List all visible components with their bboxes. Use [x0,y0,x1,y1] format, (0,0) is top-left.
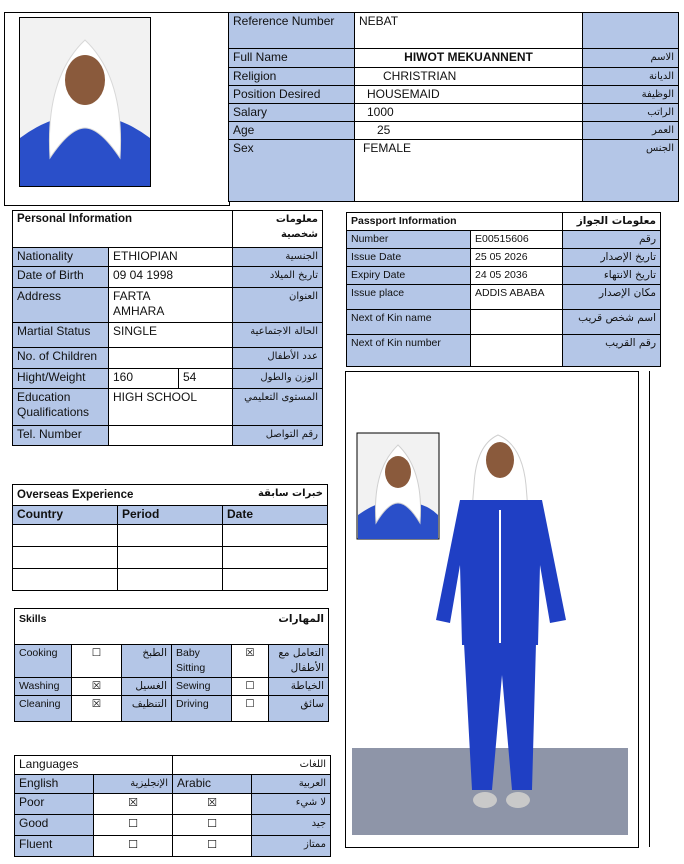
sewing-checkbox[interactable]: ☐ [232,678,269,696]
religion-label: Religion [229,68,355,86]
skill-washing-ar: الغسيل [122,678,172,696]
washing-checkbox[interactable]: ☒ [72,678,122,696]
height-weight-label: Hight/Weight [13,369,109,389]
address-label: Address [13,288,109,323]
passport-number-value: E00515606 [471,231,563,249]
children-value [109,348,233,369]
overseas-title-ar: خبرات سابقة [223,485,328,506]
full-name-label: Full Name [229,49,355,68]
skill-washing: Washing [15,678,72,696]
english-fluent-checkbox[interactable]: ☐ [94,836,173,857]
lang-english: English [15,775,94,794]
skills-title-ar: المهارات [269,609,329,645]
skills-table [14,608,329,722]
arabic-fluent-checkbox[interactable]: ☐ [173,836,252,857]
passport-info-table [346,212,661,367]
level-good: Good [15,815,94,836]
position-value: HOUSEMAID [355,86,583,104]
skill-driving-ar: سائق [269,696,329,722]
passport-info-title: Passport Information [347,213,563,231]
education-ar: المستوى التعليمي [233,389,323,426]
salary-ar: الراتب [583,104,679,122]
full-body-person-icon [352,415,628,835]
reference-value: NEBAT [355,13,583,49]
skill-baby-sitting-ar: التعامل مع الأطفال [269,645,329,678]
issue-place-value: ADDIS ABABA [471,285,563,310]
age-value: 25 [355,122,583,140]
arabic-good-checkbox[interactable]: ☐ [173,815,252,836]
nationality-ar: الجنسية [233,248,323,267]
kin-name-ar: اسم شخص قريب [563,310,661,335]
nationality-value: ETHIOPIAN [109,248,233,267]
col-date: Date [223,506,328,525]
table-row [13,547,328,569]
arabic-poor-checkbox[interactable]: ☒ [173,794,252,815]
position-label: Position Desired [229,86,355,104]
level-good-ar: جيد [252,815,331,836]
personal-info-title-ar: معلومات شخصية [233,211,323,248]
lang-english-ar: الإنجليزية [94,775,173,794]
sex-ar: الجنس [583,140,679,202]
issue-place-ar: مكان الإصدار [563,285,661,310]
issue-place-label: Issue place [347,285,471,310]
issue-date-ar: تاريخ الإصدار [563,249,661,267]
marital-label: Martial Status [13,323,109,348]
nationality-label: Nationality [13,248,109,267]
height-value: 160 [109,369,179,389]
position-ar: الوظيفة [583,86,679,104]
salary-value: 1000 [355,104,583,122]
table-row [13,525,328,547]
personal-info-table [12,210,323,446]
issue-date-value: 25 05 2026 [471,249,563,267]
religion-ar: الديانة [583,68,679,86]
table-row [13,569,328,591]
baby-sitting-checkbox[interactable]: ☒ [232,645,269,678]
dob-value: 09 04 1998 [109,267,233,288]
level-poor: Poor [15,794,94,815]
address-value [109,288,233,323]
full-photo-right-rule [649,371,650,847]
address-line-1: FARTA [113,289,151,303]
dob-ar: تاريخ الميلاد [233,267,323,288]
level-fluent-ar: ممتاز [252,836,331,857]
lang-arabic: Arabic [173,775,252,794]
age-ar: العمر [583,122,679,140]
religion-value: CHRISTRIAN [355,68,583,86]
skill-cooking: Cooking [15,645,72,678]
level-poor-ar: لا شيء [252,794,331,815]
cleaning-checkbox[interactable]: ☒ [72,696,122,722]
children-label: No. of Children [13,348,109,369]
kin-name-value [471,310,563,335]
education-label-line-2: Qualifications [17,405,90,419]
expiry-date-value: 24 05 2036 [471,267,563,285]
dob-label: Date of Birth [13,267,109,288]
full-name-ar: الاسم [583,49,679,68]
issue-date-label: Issue Date [347,249,471,267]
skills-title: Skills [15,609,269,645]
personal-info-title: Personal Information [13,211,233,248]
languages-table [14,755,331,857]
photo-person-icon [20,18,150,186]
languages-title: Languages [15,756,173,775]
overseas-experience-table [12,484,328,591]
col-period: Period [118,506,223,525]
passport-photo [19,17,151,187]
overseas-title: Overseas Experience [13,485,223,506]
kin-number-ar: رقم القريب [563,335,661,367]
english-poor-checkbox[interactable]: ☒ [94,794,173,815]
skill-cleaning-ar: التنظيف [122,696,172,722]
expiry-date-label: Expiry Date [347,267,471,285]
skill-sewing: Sewing [172,678,232,696]
skill-cleaning: Cleaning [15,696,72,722]
salary-label: Salary [229,104,355,122]
tel-label: Tel. Number [13,426,109,446]
height-weight-ar: الوزن والطول [233,369,323,389]
english-good-checkbox[interactable]: ☐ [94,815,173,836]
tel-value [109,426,233,446]
education-label [13,389,109,426]
sex-value: FEMALE [355,140,583,202]
col-country: Country [13,506,118,525]
children-ar: عدد الأطفال [233,348,323,369]
driving-checkbox[interactable]: ☐ [232,696,269,722]
address-ar: العنوان [233,288,323,323]
skill-driving: Driving [172,696,232,722]
full-body-photo [352,415,628,835]
skill-cooking-ar: الطبخ [122,645,172,678]
passport-number-ar: رقم [563,231,661,249]
level-fluent: Fluent [15,836,94,857]
address-line-2: AMHARA [113,304,165,318]
weight-value: 54 [179,369,233,389]
age-label: Age [229,122,355,140]
header-table [228,12,679,202]
lang-arabic-ar: العربية [252,775,331,794]
full-name-value: HIWOT MEKUANNENT [355,49,583,68]
languages-title-ar: اللغات [173,756,331,775]
reference-label: Reference Number [229,13,355,49]
tel-ar: رقم التواصل [233,426,323,446]
education-value: HIGH SCHOOL [109,389,233,426]
marital-value: SINGLE [109,323,233,348]
expiry-date-ar: تاريخ الانتهاء [563,267,661,285]
kin-number-value [471,335,563,367]
passport-number-label: Number [347,231,471,249]
skill-sewing-ar: الخياطة [269,678,329,696]
education-label-line-1: Education [17,390,71,404]
passport-info-title-ar: معلومات الجواز [563,213,661,231]
sex-label: Sex [229,140,355,202]
kin-name-label: Next of Kin name [347,310,471,335]
marital-ar: الحالة الاجتماعية [233,323,323,348]
cooking-checkbox[interactable]: ☐ [72,645,122,678]
skill-baby-sitting: Baby Sitting [172,645,232,678]
kin-number-label: Next of Kin number [347,335,471,367]
